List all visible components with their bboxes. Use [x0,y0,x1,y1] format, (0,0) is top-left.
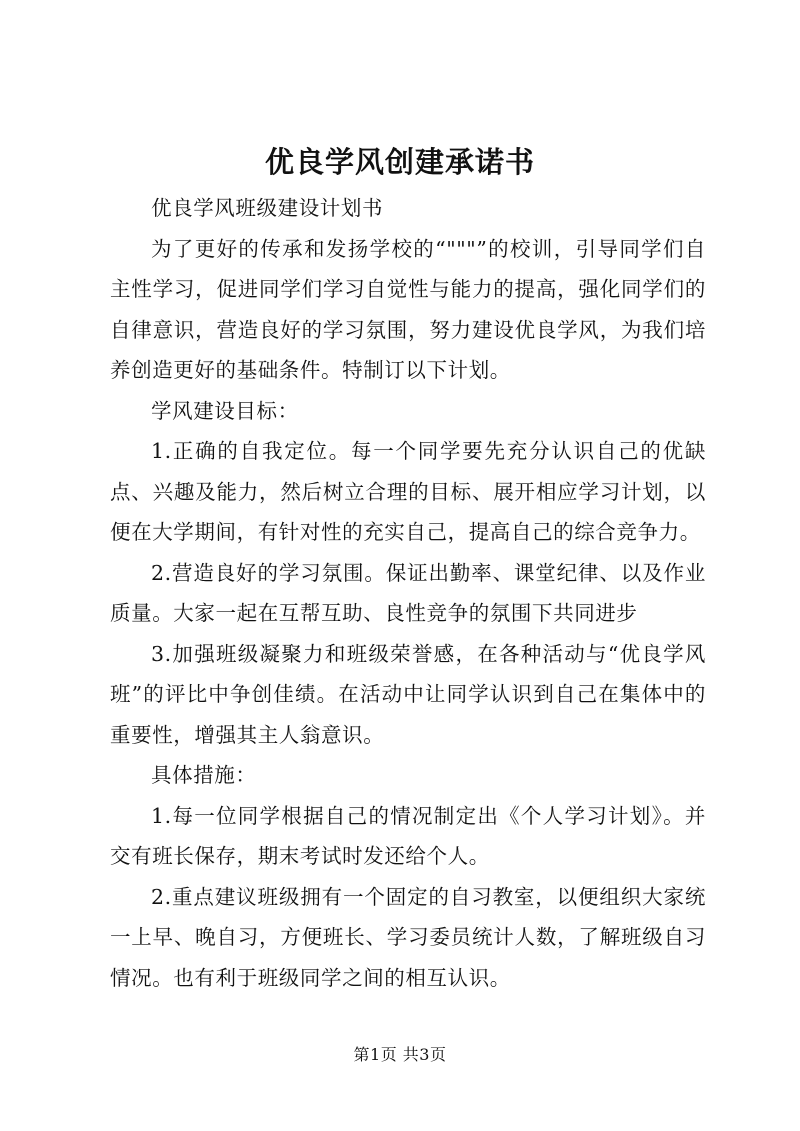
document-body [110,188,706,998]
document-title: 优良学风创建承诺书 [264,145,535,179]
paragraph-goal-1: 1.正确的自我定位。每一个同学要先充分认识自己的优缺点、兴趣及能力，然后树立合理的目标、展开相应学习计划，以便在大学期间，有针对性的充实自己，提高自己的综合竞争力。 [110,439,706,544]
paragraph-subtitle: 优良学风班级建设计划书 [151,196,384,220]
paragraph-measure-1: 1.每一位同学根据自己的情况制定出《个人学习计划》。并交有班长保存，期末考试时发还给个人。 [110,803,706,868]
page-number: 第1页 共3页 [353,1045,447,1064]
paragraph-goal-2: 2.营造良好的学习氛围。保证出勤率、课堂纪律、以及作业质量。大家一起在互帮互助、良性竞争的氛围下共同进步 [110,560,706,625]
paragraph-measure-2: 2.重点建议班级拥有一个固定的自习教室，以便组织大家统一上早、晚自习，方便班长、学习委员统计人数，了解班级自习情况。也有利于班级同学之间的相互认识。 [110,884,706,990]
heading-goals: 学风建设目标： [151,398,299,423]
heading-measures: 具体措施： [151,763,257,787]
paragraph-goal-3: 3.加强班级凝聚力和班级荣誉感，在各种活动与“优良学风班”的评比中争创佳绩。在活动中让同学认识到自己在集体中的重要性，增强其主人翁意识。 [110,641,706,747]
paragraph-intro: 为了更好的传承和发扬学校的“"""”的校训，引导同学们自主性学习，促进同学们学习自觉性与能力的提高，强化同学们的自律意识，营造良好的学习氛围，努力建设优良学风，为我们培养创造更好的基础条件。特制订以下计划。 [110,236,706,382]
